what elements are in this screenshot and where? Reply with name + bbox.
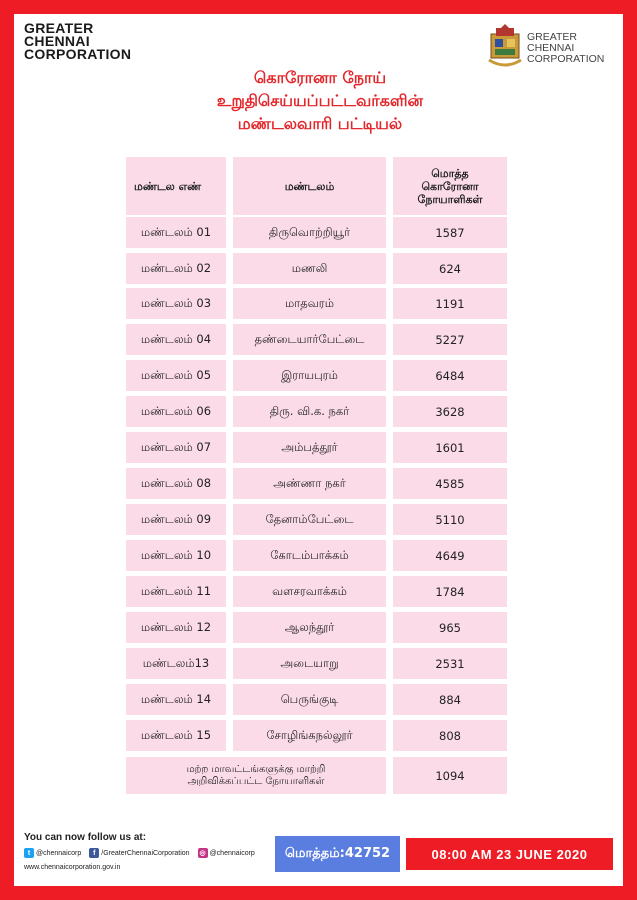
zone-name-cell: திருவொற்றியூர் — [233, 217, 386, 248]
emblem-icon — [487, 24, 523, 70]
table-row — [126, 432, 507, 463]
zone-number-cell: மண்டலம் 03 — [126, 288, 226, 319]
other-district-row — [126, 757, 507, 794]
zone-name-cell: சோழிங்கநல்லூர் — [233, 720, 386, 751]
twitter-handle[interactable]: @chennaicorp — [36, 849, 82, 857]
table-row — [126, 324, 507, 355]
zone-number-cell: மண்டலம் 04 — [126, 324, 226, 355]
zone-number-cell: மண்டலம் 06 — [126, 396, 226, 427]
table-row — [126, 684, 507, 715]
table-row — [126, 288, 507, 319]
table-row — [126, 540, 507, 571]
total-badge: மொத்தம்:42752 — [275, 836, 400, 872]
brand-line: CHENNAI — [24, 33, 90, 49]
zone-number-cell: மண்டலம் 05 — [126, 360, 226, 391]
brand-logo-text — [24, 22, 131, 61]
other-district-total: 1094 — [393, 757, 507, 794]
table-row — [126, 253, 507, 284]
table-row — [126, 648, 507, 679]
other-district-label: மற்ற மாவட்டங்களுக்கு மாற்றி அறிவிக்கப்பட்ட நோயாளிகள் — [126, 757, 386, 794]
table-row — [126, 468, 507, 499]
page-title — [120, 66, 520, 135]
instagram-icon: ◎ — [199, 850, 206, 857]
zone-name-cell: அம்பத்தூர் — [233, 432, 386, 463]
zone-total-cell: 1784 — [393, 576, 507, 607]
zone-name-cell: தண்டையார்பேட்டை — [233, 324, 386, 355]
brand-line: CHENNAI — [527, 42, 575, 54]
social-links — [24, 848, 274, 858]
social-footer — [24, 832, 274, 871]
instagram-handle[interactable]: @chennaicorp — [209, 849, 255, 857]
table-row — [126, 396, 507, 427]
zone-name-cell: திரு. வி.க. நகர் — [233, 396, 386, 427]
brand-line: GREATER — [527, 31, 577, 43]
timestamp-badge: 08:00 AM 23 JUNE 2020 — [404, 836, 615, 872]
title-line: உறுதிசெய்யப்பட்டவர்களின் — [216, 91, 424, 110]
zone-name-cell: மணலி — [233, 253, 386, 284]
brand-line: CORPORATION — [527, 53, 605, 65]
zone-number-cell: மண்டலம் 15 — [126, 720, 226, 751]
zone-number-cell: மண்டலம் 01 — [126, 217, 226, 248]
table-row — [126, 360, 507, 391]
zone-name-cell: அண்ணா நகர் — [233, 468, 386, 499]
zone-total-cell: 4649 — [393, 540, 507, 571]
zone-total-cell: 3628 — [393, 396, 507, 427]
zone-name-cell: ஆலந்தூர் — [233, 612, 386, 643]
zone-total-cell: 6484 — [393, 360, 507, 391]
zone-total-cell: 2531 — [393, 648, 507, 679]
zone-total-cell: 808 — [393, 720, 507, 751]
zone-name-cell: வளசரவாக்கம் — [233, 576, 386, 607]
table-row — [126, 612, 507, 643]
header-zone-no: மண்டல எண் — [126, 157, 226, 215]
facebook-handle[interactable]: /GreaterChennaiCorporation — [101, 849, 190, 857]
zone-number-cell: மண்டலம் 11 — [126, 576, 226, 607]
zone-number-cell: மண்டலம் 09 — [126, 504, 226, 535]
zone-number-cell: மண்டலம் 02 — [126, 253, 226, 284]
header-total: மொத்த கொரோனா நோயாளிகள் — [393, 157, 507, 215]
zone-name-cell: தேனாம்பேட்டை — [233, 504, 386, 535]
table-header-row — [126, 157, 507, 215]
twitter-icon: t — [24, 848, 34, 858]
follow-text: You can now follow us at: — [24, 832, 147, 843]
corporation-logo-text — [527, 32, 604, 65]
zone-number-cell: மண்டலம் 14 — [126, 684, 226, 715]
zone-number-cell: மண்டலம் 08 — [126, 468, 226, 499]
title-line: கொரோனா நோய் — [253, 68, 387, 87]
zone-number-cell: மண்டலம் 10 — [126, 540, 226, 571]
zone-name-cell: இராயபுரம் — [233, 360, 386, 391]
zone-total-cell: 1587 — [393, 217, 507, 248]
zone-total-cell: 624 — [393, 253, 507, 284]
zone-total-cell: 1191 — [393, 288, 507, 319]
title-line: மண்டலவாரி பட்டியல் — [237, 114, 403, 133]
zone-name-cell: பெருங்குடி — [233, 684, 386, 715]
table-row — [126, 720, 507, 751]
zone-total-cell: 5110 — [393, 504, 507, 535]
header-zone: மண்டலம் — [233, 157, 386, 215]
zone-number-cell: மண்டலம் 12 — [126, 612, 226, 643]
zone-number-cell: மண்டலம் 07 — [126, 432, 226, 463]
website-link[interactable]: www.chennaicorporation.gov.in — [24, 864, 121, 871]
zone-total-cell: 4585 — [393, 468, 507, 499]
zone-total-cell: 884 — [393, 684, 507, 715]
facebook-icon: f — [89, 848, 99, 858]
zone-name-cell: மாதவரம் — [233, 288, 386, 319]
brand-line: GREATER — [24, 20, 94, 36]
zone-name-cell: கோடம்பாக்கம் — [233, 540, 386, 571]
zone-name-cell: அடையாறு — [233, 648, 386, 679]
zone-total-cell: 5227 — [393, 324, 507, 355]
corporation-logo — [487, 24, 617, 72]
zone-number-cell: மண்டலம்13 — [126, 648, 226, 679]
table-row — [126, 576, 507, 607]
zone-total-cell: 1601 — [393, 432, 507, 463]
brand-line: CORPORATION — [24, 46, 132, 62]
zone-total-cell: 965 — [393, 612, 507, 643]
table-row — [126, 217, 507, 248]
table-row — [126, 504, 507, 535]
